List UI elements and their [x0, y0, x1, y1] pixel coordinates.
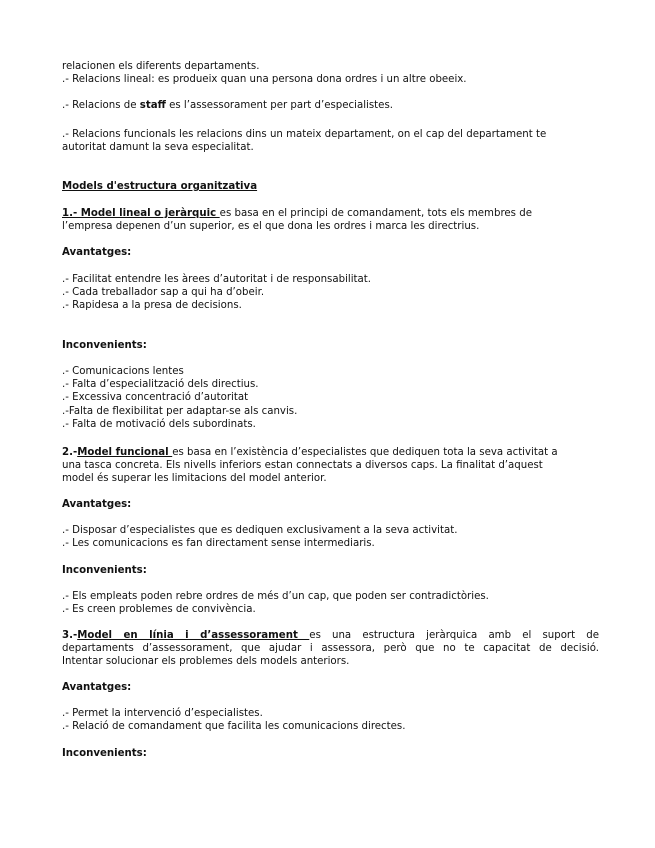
model3-paragraph-line-2: departaments d’assessorament, que ajudar i assessora, però que no te capacitat de decisió. [62, 643, 599, 654]
model3-paragraph-line-3: Intentar solucionar els problemes dels models anteriors. [62, 656, 350, 667]
model3-text-1: es una estructura jeràrquica amb el suport de [309, 630, 599, 641]
model1-disadvantage-item: .- Falta d’especialització dels directius. [62, 379, 259, 390]
model3-advantage-item: .- Relació de comandament que facilita les comunicacions directes. [62, 721, 406, 732]
section-title: Models d'estructura organitzativa [62, 181, 258, 192]
model2-advantage-item: .- Disposar d’especialistes que es dediquen exclusivament a la seva activitat. [62, 525, 458, 536]
staff-keyword: staff [139, 100, 166, 111]
model2-paragraph-line-2: una tasca concreta. Els nivells inferiors estan connectats a diversos caps. La finalitat d’aquest [62, 460, 543, 471]
model2-paragraph-line-1 [62, 446, 558, 459]
model1-advantage-item: .- Cada treballador sap a qui ha d’obeir. [62, 287, 265, 298]
model3-heading: Model en línia i d’assessorament [77, 630, 310, 641]
model1-advantages-title: Avantatges: [62, 247, 132, 258]
model2-advantage-item: .- Les comunicacions es fan directament sense intermediaris. [62, 538, 375, 549]
functional-relations-line-1: .- Relacions funcionals les relacions dins un mateix departament, on el cap del departament te [62, 129, 547, 140]
staff-prefix: .- Relacions de [62, 100, 140, 111]
model1-advantage-item: .- Rapidesa a la presa de decisions. [62, 300, 242, 311]
model3-disadvantages-title: Inconvenients: [62, 748, 147, 759]
model2-heading: Model funcional [77, 447, 173, 458]
model2-advantages-title: Avantatges: [62, 499, 132, 510]
model1-disadvantages-title: Inconvenients: [62, 340, 147, 351]
model3-advantage-item: .- Permet la intervenció d’especialistes. [62, 708, 263, 719]
model1-paragraph-line-2: l’empresa depenen d’un superior, es el que dona les ordres i marca les directrius. [62, 221, 480, 232]
model3-advantages-title: Avantatges: [62, 682, 132, 693]
intro-line-2: .- Relacions lineal: es produeix quan una persona dona ordres i un altre obeeix. [62, 74, 467, 85]
model1-disadvantage-item: .- Excessiva concentració d’autoritat [62, 392, 249, 403]
model1-paragraph-line-1 [62, 207, 532, 220]
model2-text-1: es basa en l’existència d’especialistes que dediquen tota la seva activitat a [172, 447, 558, 458]
model1-disadvantage-item: .- Comunicacions lentes [62, 366, 184, 377]
model2-paragraph-line-3: model és superar les limitacions del model anterior. [62, 473, 327, 484]
staff-suffix: es l’assessorament per part d’especialistes. [165, 100, 393, 111]
model3-number: 3.- [62, 630, 78, 641]
model1-advantage-item: .- Facilitat entendre les àrees d’autoritat i de responsabilitat. [62, 274, 372, 285]
model1-disadvantage-item: .- Falta de motivació dels subordinats. [62, 419, 256, 430]
model2-disadvantage-item: .- Es creen problemes de convivència. [62, 604, 256, 615]
model1-disadvantage-item: .-Falta de flexibilitat per adaptar-se als canvis. [62, 406, 298, 417]
functional-relations-line-2: autoritat damunt la seva especialitat. [62, 142, 254, 153]
model1-heading: 1.- Model lineal o jeràrquic [62, 208, 220, 219]
model2-disadvantage-item: .- Els empleats poden rebre ordres de més d’un cap, que poden ser contradictòries. [62, 591, 489, 602]
model2-disadvantages-title: Inconvenients: [62, 565, 147, 576]
staff-relations-line [62, 99, 393, 112]
model3-paragraph-line-1 [62, 629, 599, 642]
model2-number: 2.- [62, 447, 78, 458]
model1-text-1: es basa en el principi de comandament, tots els membres de [219, 208, 532, 219]
intro-line-1: relacionen els diferents departaments. [62, 61, 260, 72]
